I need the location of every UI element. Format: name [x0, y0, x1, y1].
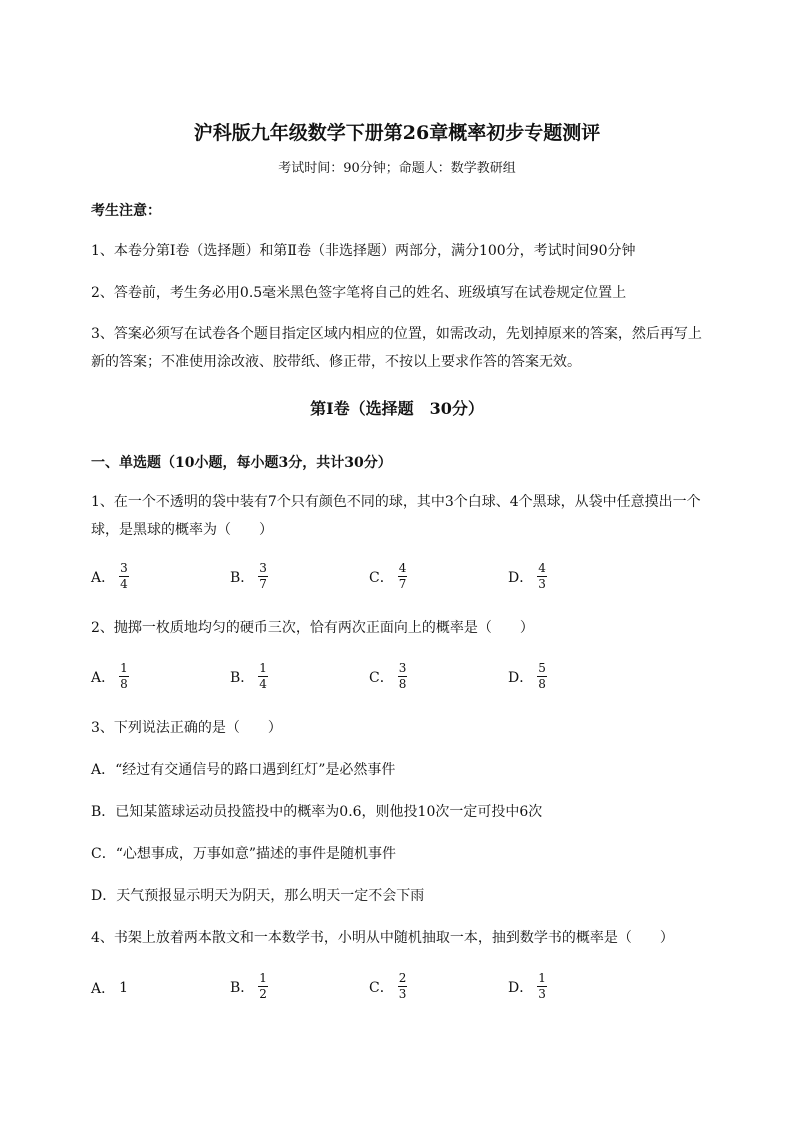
- q2-option-a: A． $\frac{1}{8}$: [91, 661, 128, 691]
- fraction: $\frac{4}{3}$: [538, 561, 546, 591]
- fraction: $\frac{3}{4}$: [120, 561, 128, 591]
- q2-option-b: B． $\frac{1}{4}$: [230, 661, 267, 691]
- q1-option-d: D． $\frac{4}{3}$: [508, 561, 546, 591]
- q3-option-c: C．“心想事成，万事如意”描述的事件是随机事件: [91, 846, 397, 862]
- page-subtitle: 考试时间：90分钟；命题人：数学教研组: [278, 161, 516, 176]
- page-title: 沪科版九年级数学下册第26章概率初步专题测评: [193, 122, 601, 144]
- fraction: $\frac{3}{8}$: [398, 661, 407, 691]
- question-3-stem: 3、下列说法正确的是（ ）: [91, 720, 282, 736]
- notice-item-2: 2、答卷前，考生务必用0.5毫米黑色签字笔将自己的姓名、班级填写在试卷规定位置上: [91, 285, 627, 301]
- q2-option-c: C． $\frac{3}{8}$: [369, 661, 407, 691]
- fraction: $\frac{3}{7}$: [259, 561, 267, 591]
- question-4-stem: 4、书架上放着两本散文和一本数学书，小明从中随机抽取一本，抽到数学书的概率是（ ）: [91, 930, 674, 946]
- q1-option-a: A． $\frac{3}{4}$: [91, 561, 128, 591]
- fraction: $\frac{5}{8}$: [538, 661, 546, 691]
- notice-heading: 考生注意：: [91, 203, 161, 219]
- question-2-stem: 2、抛掷一枚质地均匀的硬币三次，恰有两次正面向上的概率是（ ）: [91, 620, 534, 636]
- fraction: $\frac{1}{3}$: [538, 971, 546, 1001]
- q3-option-a: A．“经过有交通信号的路口遇到红灯”是必然事件: [91, 762, 396, 778]
- question-1-stem: 1、在一个不透明的袋中装有7个只有颜色不同的球，其中3个白球、4个黑球，从袋中任意摸出一个球，是黑球的概率为（ ）: [91, 494, 701, 538]
- q4-option-a: A． 1: [91, 980, 129, 997]
- q1-option-c: C． $\frac{4}{7}$: [369, 561, 407, 591]
- notice-item-1: 1、本卷分第I卷（选择题）和第Ⅱ卷（非选择题）两部分，满分100分，考试时间90分钟: [91, 243, 636, 259]
- fraction: $\frac{4}{7}$: [398, 561, 407, 591]
- q2-option-d: D． $\frac{5}{8}$: [508, 661, 546, 691]
- fraction: $\frac{1}{2}$: [259, 971, 267, 1001]
- notice-item-3: 3、答案必须写在试卷各个题目指定区域内相应的位置，如需改动，先划掉原来的答案，然后再写上新的答案；不准使用涂改液、胶带纸、修正带，不按以上要求作答的答案无效。: [91, 326, 702, 370]
- q3-option-d: D．天气预报显示明天为阴天，那么明天一定不会下雨: [91, 888, 425, 904]
- section-title: 第I卷（选择题 30分）: [310, 399, 484, 418]
- q1-option-b: B． $\frac{3}{7}$: [230, 561, 267, 591]
- fraction: $\frac{2}{3}$: [398, 971, 407, 1001]
- q3-option-b: B．已知某篮球运动员投篮投中的概率为0.6，则他投10次一定可投中6次: [91, 804, 543, 820]
- q4-option-c: C． $\frac{2}{3}$: [369, 971, 407, 1001]
- q4-option-d: D． $\frac{1}{3}$: [508, 971, 546, 1001]
- fraction: $\frac{1}{4}$: [259, 661, 267, 691]
- part-heading: 一、单选题（10小题，每小题3分，共计30分）: [91, 455, 392, 471]
- q4-option-b: B． $\frac{1}{2}$: [230, 971, 267, 1001]
- fraction: $\frac{1}{8}$: [120, 661, 128, 691]
